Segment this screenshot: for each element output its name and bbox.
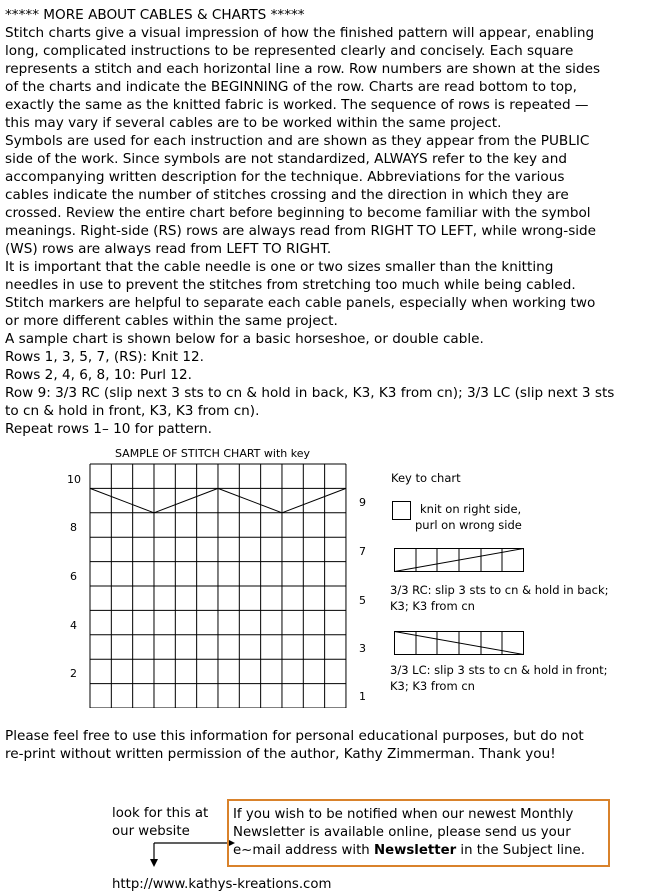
body-line: side of the work. Since symbols are not standardized, ALWAYS refer to the key and xyxy=(5,151,567,167)
newsletter-notice-text xyxy=(233,806,585,860)
body-line: Rows 1, 3, 5, 7, (RS): Knit 12. xyxy=(5,349,204,365)
rc-cable-diagonal xyxy=(154,488,218,512)
body-line: Stitch charts give a visual impression of how the finished pattern will appear, enabling xyxy=(5,25,595,41)
rc-cable-symbol-icon xyxy=(394,548,526,574)
row-label-7: 7 xyxy=(359,545,366,558)
arrow-icon xyxy=(145,836,235,870)
body-line: (WS) rows are always read from LEFT TO RIGHT. xyxy=(5,241,332,257)
key-knit-line1: knit on right side, xyxy=(420,502,522,516)
body-line: meanings. Right-side (RS) rows are always read from RIGHT TO LEFT, while wrong-side xyxy=(5,223,597,239)
look-line-2: our website xyxy=(112,824,190,839)
row-label-1: 1 xyxy=(359,690,366,703)
key-lc-line2: K3; K3 from cn xyxy=(390,679,475,693)
lc-cable-diagonal xyxy=(218,488,282,512)
lc-cable-symbol-icon xyxy=(394,631,526,657)
stitch-chart-grid xyxy=(88,462,348,708)
body-line: Row 9: 3/3 RC (slip next 3 sts to cn & hold in back, K3, K3 from cn); 3/3 LC (slip next 3 sts xyxy=(5,385,615,401)
lc-cable-diagonal xyxy=(282,488,346,512)
body-line: Repeat rows 1– 10 for pattern. xyxy=(5,421,212,437)
notice-line-1: If you wish to be notified when our newest Monthly xyxy=(233,807,574,822)
rc-cable-diagonal xyxy=(90,488,154,512)
body-line: It is important that the cable needle is one or two sizes smaller than the knitting xyxy=(5,259,554,275)
body-line: cables indicate the number of stitches crossing and the direction in which they are xyxy=(5,187,569,203)
notice-line-3-pre: e~mail address with xyxy=(233,843,374,858)
row-label-10: 10 xyxy=(67,473,81,486)
body-line: A sample chart is shown below for a basic horseshoe, or double cable. xyxy=(5,331,484,347)
key-heading: Key to chart xyxy=(391,471,461,485)
notice-line-3-post: in the Subject line. xyxy=(456,843,585,858)
body-line: represents a stitch and each horizontal line a row. Row numbers are shown at the sides xyxy=(5,61,601,77)
footer-line-2: re-print without written permission of the author, Kathy Zimmerman. Thank you! xyxy=(5,746,556,762)
look-line-1: look for this at xyxy=(112,806,209,821)
row-label-9: 9 xyxy=(359,496,366,509)
chart-title: SAMPLE OF STITCH CHART with key xyxy=(115,447,310,460)
row-label-5: 5 xyxy=(359,594,366,607)
row-label-2: 2 xyxy=(70,667,77,680)
body-line: Symbols are used for each instruction and are shown as they appear from the PUBLIC xyxy=(5,133,590,149)
notice-newsletter-keyword: Newsletter xyxy=(373,843,457,858)
footer-line-1: Please feel free to use this information for personal educational purposes, but do not xyxy=(5,728,584,744)
row-label-4: 4 xyxy=(70,619,77,632)
row-label-3: 3 xyxy=(359,642,366,655)
key-knit-line2: purl on wrong side xyxy=(415,518,522,532)
row-label-8: 8 xyxy=(70,521,77,534)
key-lc-line1: 3/3 LC: slip 3 sts to cn & hold in front; xyxy=(390,663,608,677)
body-line: of the charts and indicate the BEGINNING of the row. Charts are read bottom to top, xyxy=(5,79,577,95)
body-line: or more different cables within the same project. xyxy=(5,313,338,329)
body-line: this may vary if several cables are to be worked within the same project. xyxy=(5,115,502,131)
key-rc-line1: 3/3 RC: slip 3 sts to cn & hold in back; xyxy=(390,583,609,597)
notice-line-3 xyxy=(233,842,585,860)
body-line: exactly the same as the knitted fabric is worked. The sequence of rows is repeated — xyxy=(5,97,589,113)
body-line: long, complicated instructions to be represented clearly and concisely. Each square xyxy=(5,43,574,59)
body-line: accompanying written description for the technique. Abbreviations for the various xyxy=(5,169,565,185)
notice-line-2: Newsletter is available online, please send us your xyxy=(233,825,571,840)
body-line: crossed. Review the entire chart before beginning to become familiar with the symbol xyxy=(5,205,591,221)
row-label-6: 6 xyxy=(70,570,77,583)
body-line: Rows 2, 4, 6, 8, 10: Purl 12. xyxy=(5,367,192,383)
website-link[interactable]: http://www.kathys-kreations.com xyxy=(112,877,332,892)
body-line: needles in use to prevent the stitches from stretching too much while being cabled. xyxy=(5,277,576,293)
body-line: Stitch markers are helpful to separate each cable panels, especially when working two xyxy=(5,295,596,311)
key-rc-line2: K3; K3 from cn xyxy=(390,599,475,613)
body-line: to cn & hold in front, K3, K3 from cn). xyxy=(5,403,260,419)
page-title: ***** MORE ABOUT CABLES & CHARTS ***** xyxy=(5,7,305,23)
knit-symbol-icon xyxy=(392,501,412,521)
